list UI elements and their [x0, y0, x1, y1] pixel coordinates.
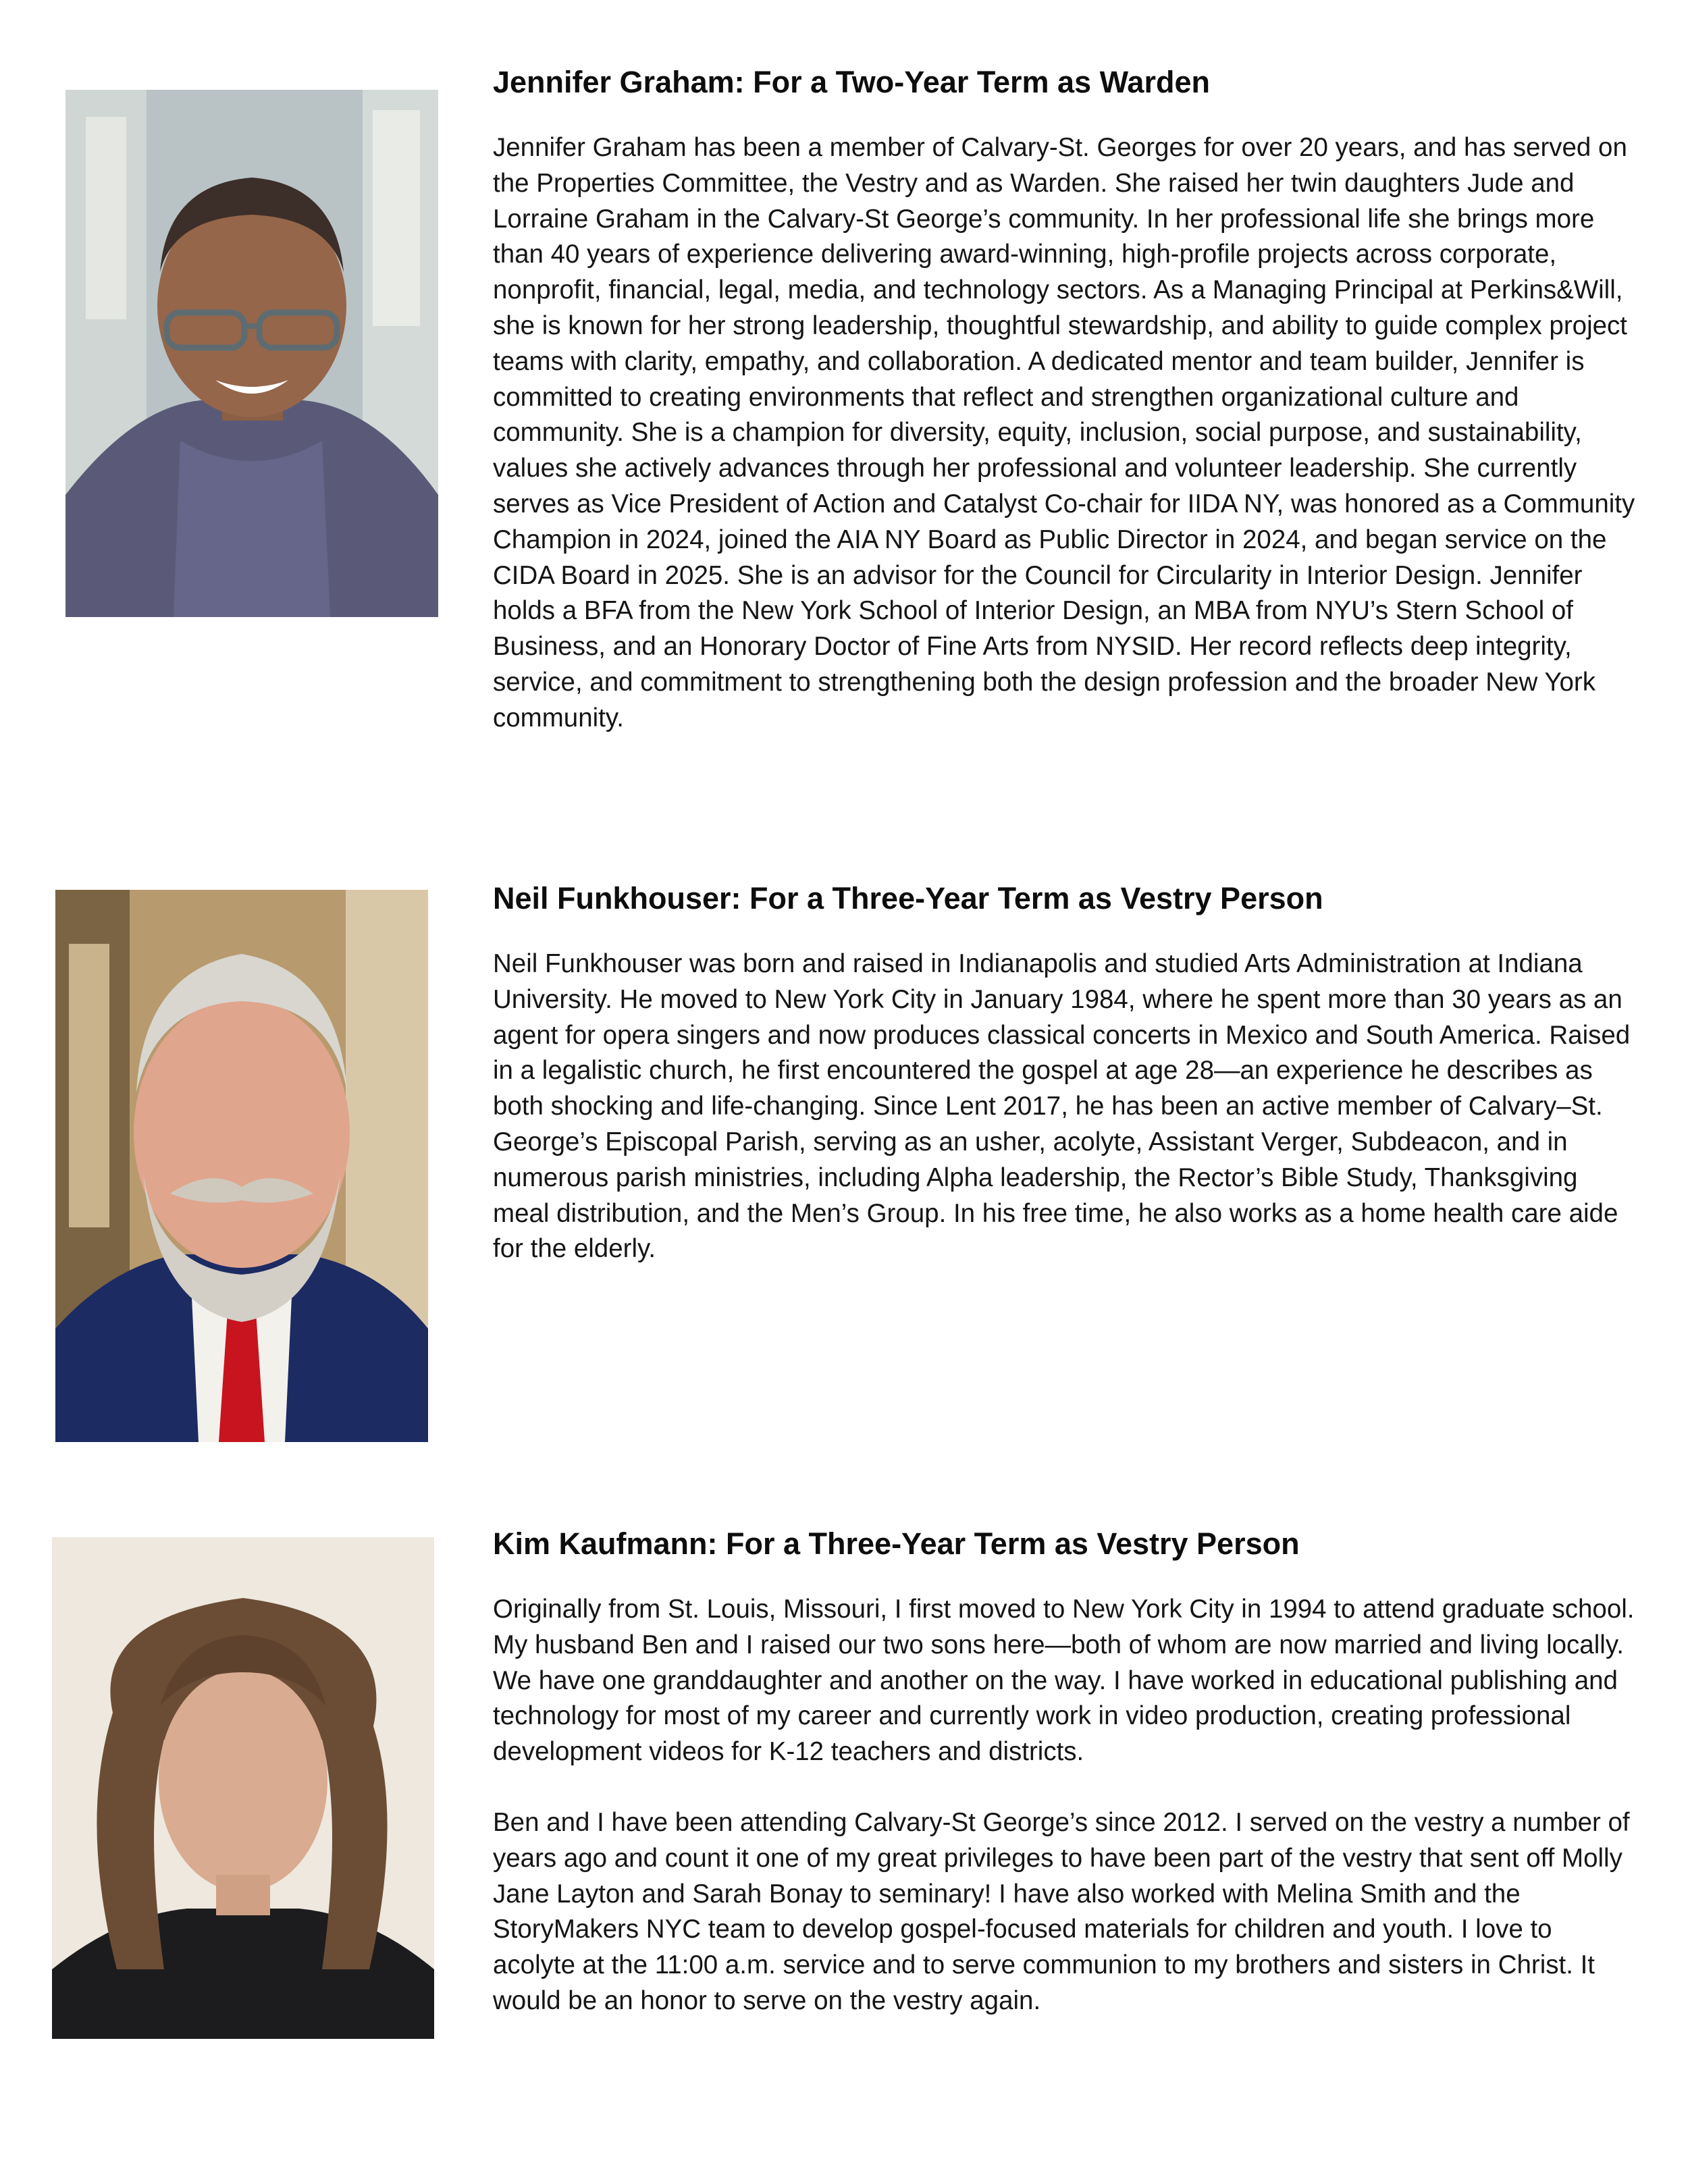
candidate-bio: Jennifer Graham has been a member of Calvary-St. Georges for over 20 years, and has served on the Properties Committee, the Vestry and as Warden. She raised her twin daughters Jude and Lorraine Graham in the Calvary-St George’s community. In her professional life she brings more than 40 years of experience delivering award-winning, high-profile projects across corporate, nonprofit, financial, legal, media, and technology sectors. As a Managing Principal at Perkins&Will, she is known for her strong leadership, thoughtful stewardship, and ability to guide complex project teams with clarity, empathy, and collaboration. A dedicated mentor and team builder, Jennifer is committed to creating environments that reflect and strengthen organizational culture and community. She is a champion for diversity, equity, inclusion, social purpose, and sustainability, values she actively advances through her professional and volunteer leadership. She currently serves as Vice President of Action and Catalyst Co-chair for IIDA NY, was honored as a Community Champion in 2024, joined the AIA NY Board as Public Director in 2024, and began service on the CIDA Board in 2025. She is an advisor for the Council for Circularity in Interior Design. Jennifer holds a BFA from the New York School of Interior Design, an MBA from NYU’s Stern School of Business, and an Honorary Doctor of Fine Arts from NYSID. Her record reflects deep integrity, service, and commitment to strengthening both the design profession and the broader New York community.: [493, 133, 1635, 733]
candidate-bio: Originally from St. Louis, Missouri, I first moved to New York City in 1994 to attend graduate school. My husband Ben and I raised our two sons here—both of whom are now married and living locally. We have one granddaughter and another on the way. I have worked in educational publishing and technology for most of my career and currently work in video production, creating professional development videos for K-12 teachers and districts.: [493, 1595, 1635, 1767]
candidate-title: Kim Kaufmann: For a Three-Year Term as Vestry Person: [493, 1526, 1300, 1561]
candidate-bio: Neil Funkhouser was born and raised in Indianapolis and studied Arts Administration at Indiana University. He moved to New York City in January 1984, where he spent more than 30 years as an agent for opera singers and now produces classical concerts in Mexico and South America. Raised in a legalistic church, he first encountered the gospel at age 28—an experience he describes as both shocking and life-changing. Since Lent 2017, he has been an active member of Calvary–St. George’s Episcopal Parish, serving as an usher, acolyte, Assistant Verger, Subdeacon, and in numerous parish ministries, including Alpha leadership, the Rector’s Bible Study, Thanksgiving meal distribution, and the Men’s Group. In his free time, he also works as a home health care aide for the elderly.: [493, 949, 1631, 1264]
candidate-photo: [52, 1537, 434, 2039]
candidate-bio: Ben and I have been attending Calvary-St George’s since 2012. I served on the vestry a number of years ago and count it one of my great privileges to have been part of the vestry that sent off Molly Jane Layton and Sarah Bonay to seminary! I have also worked with Melina Smith and the StoryMakers NYC team to develop gospel-focused materials for children and youth. I love to acolyte at the 11:00 a.m. service and to serve communion to my brothers and sisters in Christ. It would be an honor to serve on the vestry again.: [493, 1807, 1630, 2015]
candidate-title: Jennifer Graham: For a Two-Year Term as Warden: [493, 65, 1210, 99]
candidate-photo: [65, 90, 438, 617]
candidate-title: Neil Funkhouser: For a Three-Year Term as Vestry Person: [493, 881, 1323, 915]
candidate-photo: [55, 890, 428, 1442]
